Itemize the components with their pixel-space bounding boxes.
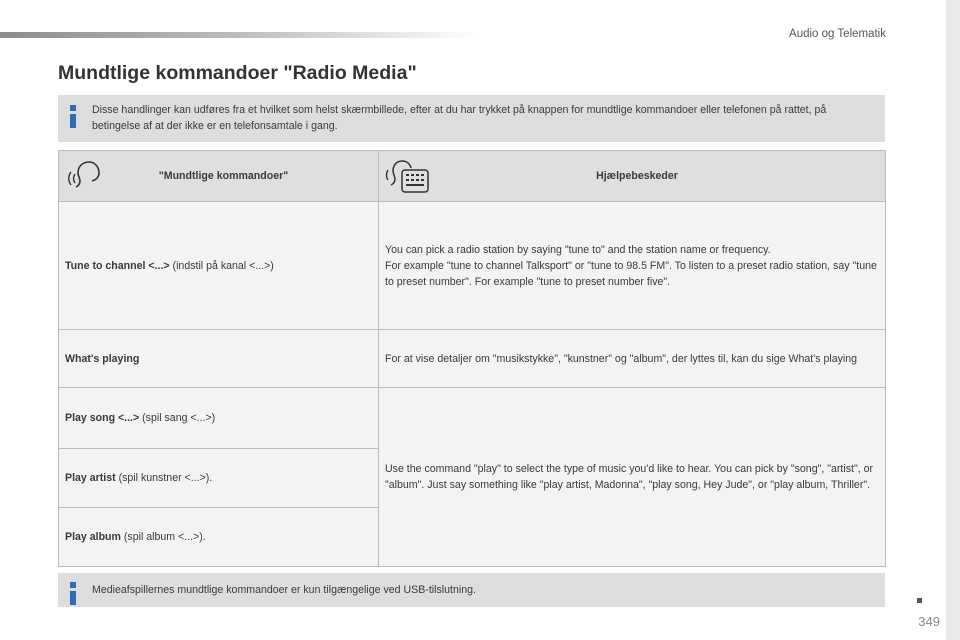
voice-command-icon — [65, 158, 103, 197]
info-icon — [70, 582, 76, 605]
command-name: Play song <...> — [65, 412, 140, 424]
help-cell — [379, 202, 886, 330]
command-name: Tune to channel <...> — [65, 259, 170, 272]
command-cell — [59, 508, 379, 567]
table-row — [59, 202, 886, 330]
command-cell — [59, 330, 379, 388]
command-translation: (spil sang <...>) — [142, 412, 216, 424]
command-cell — [59, 202, 379, 330]
help-text: You can pick a radio station by saying "tune to" and the station name or frequency. — [385, 243, 771, 256]
command-translation: (spil kunstner <...>). — [118, 472, 213, 484]
info-text-top: Disse handlinger kan udføres fra et hvilket som helst skærmbillede, efter at du har trykket på knappen for mundtlige kommandoer eller telefonen på rattet, på betingelse af at der ikke er en telefonsamtale i gang. — [92, 104, 827, 132]
section-label: Audio og Telematik — [789, 28, 886, 40]
help-message-icon — [385, 158, 431, 199]
page-number: 349 — [918, 614, 940, 629]
help-cell — [379, 330, 886, 388]
page-title: Mundtlige kommandoer "Radio Media" — [58, 62, 417, 84]
voice-commands-table — [58, 150, 886, 567]
command-cell — [59, 388, 379, 449]
table-row — [59, 388, 886, 449]
info-icon — [70, 105, 76, 128]
command-translation: (spil album <...>). — [123, 531, 206, 543]
command-name: Play album — [65, 531, 121, 543]
col-header-commands-label: "Mundtlige kommandoer" — [158, 170, 289, 182]
help-cell — [379, 388, 886, 567]
info-box-bottom — [58, 573, 885, 607]
col-header-help-label: Hjælpebeskeder — [596, 170, 678, 182]
table-row — [59, 330, 886, 388]
help-text: Use the command "play" to select the type of music you'd like to hear. You can pick by "song", "artist", or "album". Just say something like "play artist, Madonna", "play song, Hey Jude", or "play album, Thriller". — [385, 463, 874, 491]
info-box-top — [58, 95, 885, 142]
help-text: For example "tune to channel Talksport" or "tune to 98.5 FM". To listen to a preset radio station, say "tune to preset number". For example "tune to preset number five". — [385, 259, 877, 288]
info-text-bottom: Medieafspillernes mundtlige kommandoer er kun tilgængelige ved USB-tilslutning. — [92, 584, 476, 596]
header-decor-bar — [0, 32, 480, 38]
table-header-row — [59, 151, 886, 202]
command-name: What's playing — [65, 352, 140, 365]
help-text: For at vise detaljer om "musikstykke", "kunstner" og "album", der lyttes til, kan du sige What's playing — [385, 352, 858, 365]
col-header-commands — [59, 151, 379, 202]
command-name: Play artist — [65, 472, 116, 484]
command-translation: (indstil på kanal <...>) — [172, 259, 274, 272]
page-marker — [917, 598, 922, 603]
command-cell — [59, 449, 379, 508]
col-header-help — [379, 151, 886, 202]
page-edge-strip — [946, 0, 960, 640]
